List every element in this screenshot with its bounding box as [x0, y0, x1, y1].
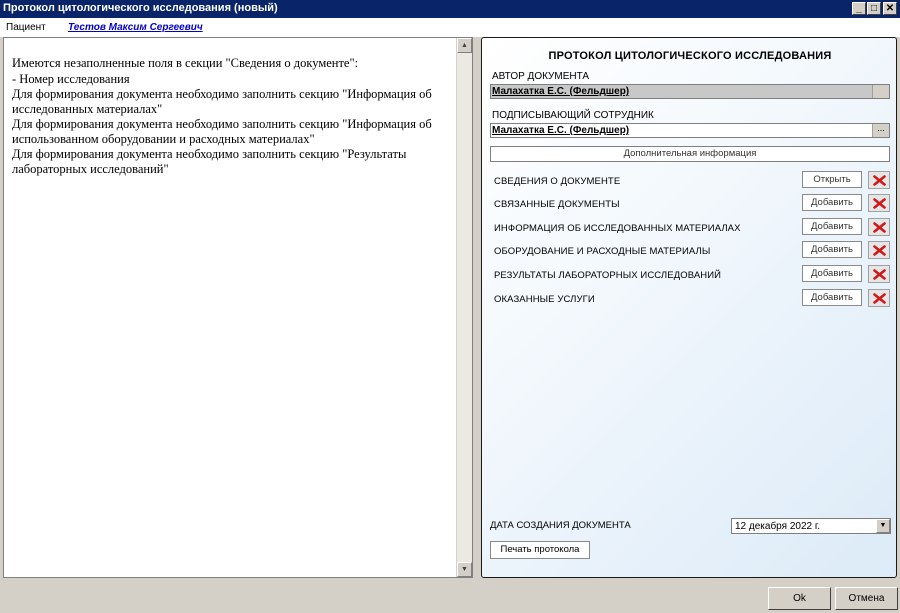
section-label: ОБОРУДОВАНИЕ И РАСХОДНЫЕ МАТЕРИАЛЫ [494, 246, 711, 257]
date-select[interactable] [731, 518, 891, 534]
date-value: 12 декабря 2022 г. [735, 521, 821, 532]
ok-button[interactable]: Ok [768, 587, 831, 610]
patient-bar [0, 18, 900, 37]
section-row [482, 171, 898, 191]
author-value: Малахатка Е.С. (Фельдшер) [492, 86, 630, 97]
signer-value: Малахатка Е.С. (Фельдшер) [492, 125, 630, 136]
section-row [482, 265, 898, 285]
section-label: ИНФОРМАЦИЯ ОБ ИССЛЕДОВАННЫХ МАТЕРИАЛАХ [494, 223, 741, 234]
title-bar [0, 0, 900, 18]
delete-icon [873, 175, 886, 186]
additional-info-button[interactable]: Дополнительная информация [490, 146, 890, 162]
validation-message: Для формирования документа необходимо заполнить секцию "Результаты лабораторных исследований" [12, 147, 407, 176]
scroll-up-icon[interactable]: ▲ [457, 38, 472, 53]
section-label: РЕЗУЛЬТАТЫ ЛАБОРАТОРНЫХ ИССЛЕДОВАНИЙ [494, 270, 722, 281]
author-picker-button[interactable] [872, 85, 889, 98]
print-protocol-button[interactable]: Печать протокола [490, 541, 590, 559]
section-row [482, 218, 898, 238]
section-label: СВЕДЕНИЯ О ДОКУМЕНТЕ [494, 176, 621, 187]
window-controls [851, 2, 897, 15]
document-panel [481, 37, 897, 578]
validation-messages [12, 56, 457, 177]
window-title: Протокол цитологического исследования (новый) [3, 2, 278, 14]
patient-label: Пациент [6, 22, 46, 33]
signer-field[interactable] [490, 123, 890, 138]
patient-name-link[interactable]: Тестов Максим Сергеевич [68, 22, 203, 33]
maximize-button[interactable]: □ [867, 2, 881, 15]
add-section-button[interactable]: Добавить [802, 241, 862, 258]
delete-icon [873, 222, 886, 233]
validation-message: Для формирования документа необходимо заполнить секцию "Информация об исследованных материалах" [12, 87, 432, 116]
section-row [482, 194, 898, 214]
validation-message: Для формирования документа необходимо заполнить секцию "Информация об использованном оборудовании и расходных материалах" [12, 117, 432, 146]
section-row [482, 289, 898, 309]
author-field[interactable] [490, 84, 890, 99]
delete-section-button[interactable] [868, 289, 890, 307]
cancel-button[interactable]: Отмена [835, 587, 898, 610]
chevron-down-icon[interactable]: ▼ [876, 519, 890, 533]
section-row [482, 241, 898, 261]
signer-picker-button[interactable]: ... [872, 124, 889, 137]
validation-messages-panel [3, 37, 473, 578]
add-section-button[interactable]: Добавить [802, 194, 862, 211]
minimize-button[interactable]: _ [852, 2, 866, 15]
section-label: ОКАЗАННЫЕ УСЛУГИ [494, 294, 595, 305]
delete-section-button[interactable] [868, 265, 890, 283]
vertical-scrollbar[interactable] [456, 38, 472, 577]
validation-message: - Номер исследования [12, 71, 130, 86]
delete-icon [873, 198, 886, 209]
delete-icon [873, 245, 886, 256]
delete-section-button[interactable] [868, 241, 890, 259]
author-label: АВТОР ДОКУМЕНТА [492, 71, 590, 82]
document-title: ПРОТОКОЛ ЦИТОЛОГИЧЕСКОГО ИССЛЕДОВАНИЯ [548, 50, 832, 62]
delete-icon [873, 269, 886, 280]
delete-icon [873, 293, 886, 304]
signer-label: ПОДПИСЫВАЮЩИЙ СОТРУДНИК [492, 110, 654, 121]
add-section-button[interactable]: Добавить [802, 289, 862, 306]
delete-section-button[interactable] [868, 218, 890, 236]
close-button[interactable]: ✕ [883, 2, 897, 15]
scroll-down-icon[interactable]: ▼ [457, 562, 472, 577]
section-label: СВЯЗАННЫЕ ДОКУМЕНТЫ [494, 199, 620, 210]
date-label: ДАТА СОЗДАНИЯ ДОКУМЕНТА [490, 520, 631, 531]
delete-section-button[interactable] [868, 194, 890, 212]
delete-section-button[interactable] [868, 171, 890, 189]
validation-message: Имеются незаполненные поля в секции "Сведения о документе": [12, 56, 359, 70]
open-section-button[interactable]: Открыть [802, 171, 862, 188]
add-section-button[interactable]: Добавить [802, 218, 862, 235]
add-section-button[interactable]: Добавить [802, 265, 862, 282]
